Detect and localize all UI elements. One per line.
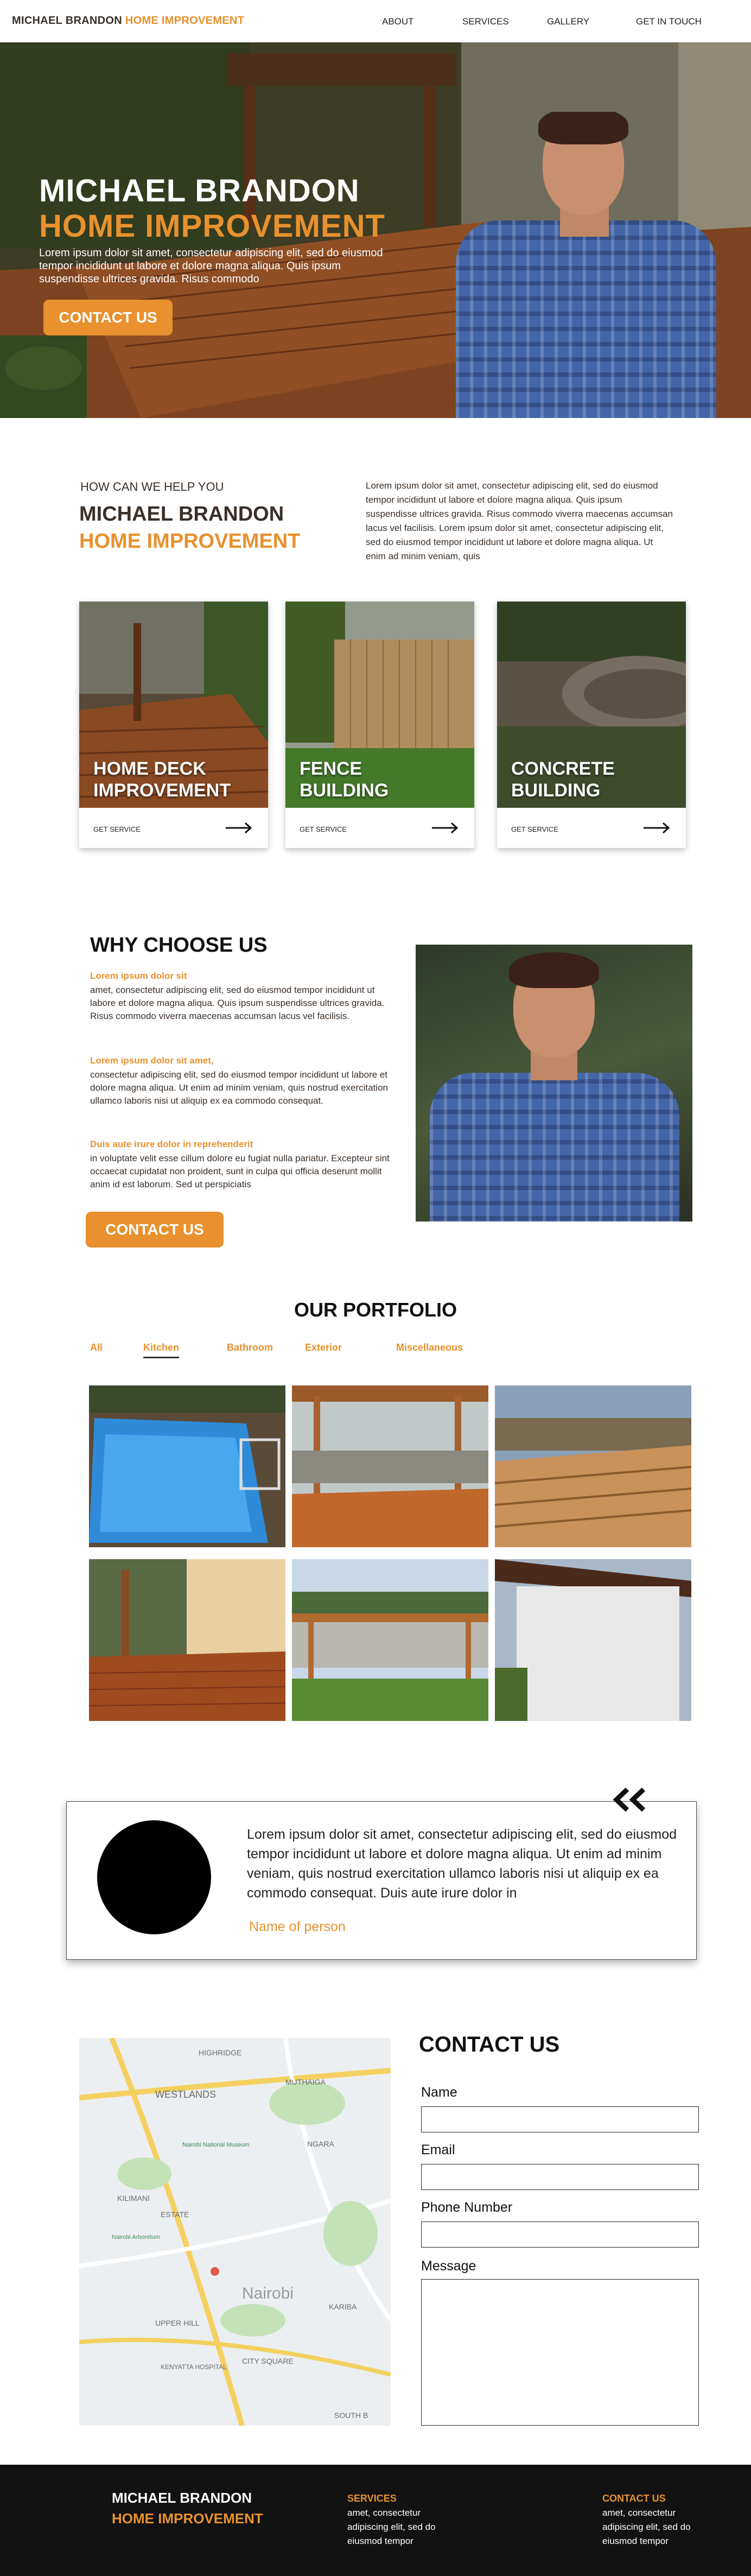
service-title-home-deck: HOME DECK IMPROVEMENT xyxy=(93,758,231,801)
why-heading-1: Lorem ipsum dolor sit xyxy=(90,971,187,981)
testimonial-card xyxy=(66,1801,697,1960)
why-title: WHY CHOOSE US xyxy=(90,934,268,957)
location-map[interactable] xyxy=(79,2038,391,2426)
portfolio-image-patio-cover[interactable] xyxy=(292,1559,488,1721)
tab-all[interactable]: All xyxy=(90,1342,103,1353)
map-label: UPPER HILL xyxy=(155,2319,200,2327)
brand-name: MICHAEL BRANDON xyxy=(12,15,123,27)
get-service-link[interactable]: GET SERVICE xyxy=(93,825,141,833)
testimonial-author: Name of person xyxy=(249,1919,346,1934)
arrow-right-icon[interactable] xyxy=(225,822,253,834)
nav-link-get-in-touch[interactable]: GET IN TOUCH xyxy=(636,16,702,27)
name-label: Name xyxy=(421,2085,457,2100)
get-service-link[interactable]: GET SERVICE xyxy=(511,825,558,833)
help-description: Lorem ipsum dolor sit amet, consectetur adipiscing elit, sed do eiusmod tempor incididunt ut labore et dolore magna aliqua. Quis ipsum suspendisse ultrices gravida. Risus commodo viverra maecenas accumsan lacus vel facilisis. Lorem ipsum dolor sit amet, consectetur adipiscing elit, sed do eiusmod tempor incididunt ut labore et dolore magna aliqua. Ut enim ad minim veniam, quis xyxy=(366,480,673,561)
get-service-link[interactable]: GET SERVICE xyxy=(300,825,347,833)
arrow-right-icon[interactable] xyxy=(431,822,459,834)
map-label: MUTHAIGA xyxy=(285,2078,326,2086)
nav-link-gallery[interactable]: GALLERY xyxy=(547,16,590,27)
nav-link-about[interactable]: ABOUT xyxy=(382,16,414,27)
portfolio-image-pool[interactable] xyxy=(89,1385,285,1547)
map-label: KENYATTA HOSPITAL xyxy=(161,2363,227,2371)
phone-input[interactable] xyxy=(421,2221,699,2248)
map-pin-icon xyxy=(211,2267,219,2276)
footer-contact-text: amet, consectetur adipiscing elit, sed do eiusmod tempor xyxy=(602,2508,691,2546)
testimonial-avatar xyxy=(97,1820,211,1934)
map-label: NGARA xyxy=(307,2140,334,2148)
name-input[interactable] xyxy=(421,2106,699,2132)
why-text-2: consectetur adipiscing elit, sed do eiusmod tempor incididunt ut labore et dolore magna aliqua. Ut enim ad minim veniam, quis nostrud exercitation ullamco laboris nisi ut aliquip ex ea commodo consequat. xyxy=(90,1069,388,1106)
service-card-fence[interactable] xyxy=(285,602,474,848)
footer xyxy=(0,2465,751,2576)
service-title-fence: FENCE BUILDING xyxy=(300,758,389,801)
tab-bathroom[interactable]: Bathroom xyxy=(227,1342,273,1353)
footer-brand-name: MICHAEL BRANDON xyxy=(112,2490,252,2506)
hero-person-photo xyxy=(445,112,727,418)
message-label: Message xyxy=(421,2258,476,2274)
map-label: ESTATE xyxy=(161,2210,189,2219)
why-text-1: amet, consectetur adipiscing elit, sed do eiusmod tempor incididunt ut labore et dolore magna aliqua. Quis ipsum suspendisse ultrices gravida. Risus commodo viverra maecenas accumsan lacus vel facilisis. xyxy=(90,985,385,1021)
why-person-photo xyxy=(416,945,692,1221)
brand-logo[interactable] xyxy=(12,15,244,27)
map-label: Nairobi xyxy=(242,2284,294,2302)
map-label: Nairobi Arboretum xyxy=(112,2234,160,2240)
hero-contact-button[interactable]: CONTACT US xyxy=(43,300,173,336)
help-title-name: MICHAEL BRANDON xyxy=(79,503,284,526)
map-label: Nairobi National Museum xyxy=(182,2142,250,2148)
map-label: CITY SQUARE xyxy=(242,2357,294,2365)
arrow-right-icon[interactable] xyxy=(642,822,671,834)
map-label: SOUTH B xyxy=(334,2411,368,2420)
email-label: Email xyxy=(421,2142,455,2157)
phone-label: Phone Number xyxy=(421,2200,513,2215)
nav-link-services[interactable]: SERVICES xyxy=(462,16,509,27)
brand-tagline: HOME IMPROVEMENT xyxy=(125,15,245,27)
portfolio-image-deck[interactable] xyxy=(89,1559,285,1721)
top-navigation xyxy=(0,0,751,42)
help-eyebrow: HOW CAN WE HELP YOU xyxy=(80,480,224,493)
footer-brand-tagline: HOME IMPROVEMENT xyxy=(112,2510,263,2527)
help-title-business: HOME IMPROVEMENT xyxy=(79,530,301,553)
tab-exterior[interactable]: Exterior xyxy=(305,1342,342,1353)
service-card-home-deck[interactable] xyxy=(79,602,268,848)
map-label: WESTLANDS xyxy=(155,2089,217,2100)
why-text-3: in voluptate velit esse cillum dolore eu fugiat nulla pariatur. Excepteur sint occaecat cupidatat non proident, sunt in culpa qui officia deserunt mollit anim id est laborum. Sed ut perspiciatis xyxy=(90,1153,390,1189)
email-input[interactable] xyxy=(421,2164,699,2190)
contact-title: CONTACT US xyxy=(419,2033,560,2056)
why-contact-button[interactable]: CONTACT US xyxy=(86,1212,224,1248)
quote-icon xyxy=(609,1787,647,1812)
portfolio-image-steps[interactable] xyxy=(495,1385,691,1547)
portfolio-image-pergola[interactable] xyxy=(292,1385,488,1547)
footer-services-heading[interactable]: SERVICES xyxy=(347,2493,397,2504)
service-title-concrete: CONCRETE BUILDING xyxy=(511,758,615,801)
why-heading-3: Duis aute irure dolor in reprehenderit xyxy=(90,1139,253,1149)
tab-miscellaneous[interactable]: Miscellaneous xyxy=(396,1342,463,1353)
testimonial-text: Lorem ipsum dolor sit amet, consectetur adipiscing elit, sed do eiusmod tempor incididunt ut labore et dolore magna aliqua. Ut enim ad minim veniam, quis nostrud exercitation ullamco laboris nisi ut aliquip ex ea commodo consequat. Duis aute irure dolor in xyxy=(247,1827,677,1901)
hero-description: Lorem ipsum dolor sit amet, consectetur adipiscing elit, sed do eiusmod tempor incididunt ut labore et dolore magna aliqua. Quis ipsum suspendisse ultrices gravida. Risus commodo xyxy=(39,247,383,285)
message-textarea[interactable] xyxy=(421,2279,699,2426)
footer-services-text: amet, consectetur adipiscing elit, sed do eiusmod tempor xyxy=(347,2508,436,2546)
map-label: HIGHRIDGE xyxy=(199,2048,242,2057)
tab-kitchen[interactable]: Kitchen xyxy=(143,1342,179,1358)
hero-section xyxy=(0,42,751,418)
map-label: KARIBA xyxy=(329,2302,357,2311)
hero-title-business: HOME IMPROVEMENT xyxy=(39,208,385,244)
footer-contact-heading[interactable]: CONTACT US xyxy=(602,2493,666,2504)
hero-title-name: MICHAEL BRANDON xyxy=(39,173,360,208)
portfolio-title: OUR PORTFOLIO xyxy=(294,1299,457,1321)
map-label: KILIMANI xyxy=(117,2194,150,2202)
why-heading-2: Lorem ipsum dolor sit amet, xyxy=(90,1055,214,1066)
portfolio-image-house-wall[interactable] xyxy=(495,1559,691,1721)
service-card-concrete[interactable] xyxy=(497,602,686,848)
